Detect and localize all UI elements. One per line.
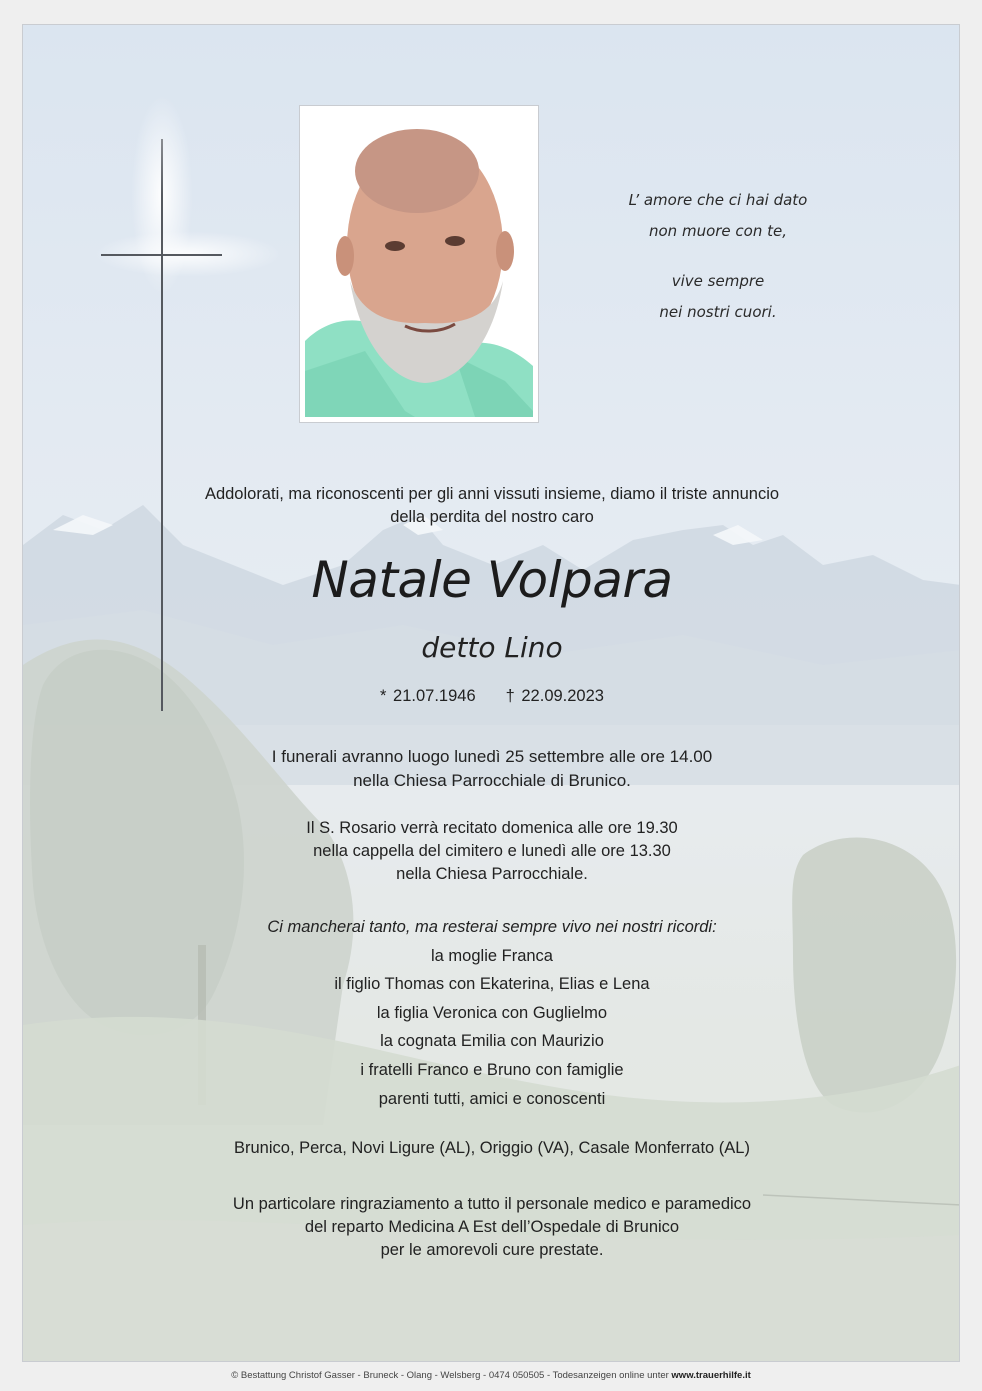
footer-text: © Bestattung Christof Gasser - Bruneck - Olang - Welsberg - 0474 050505 - Todesanzeigen online unter <box>231 1370 669 1381</box>
family-member: la moglie Franca <box>431 946 553 965</box>
life-dates <box>23 687 960 706</box>
cross-icon-bar <box>101 254 222 256</box>
deceased-nickname: detto Lino <box>421 631 563 664</box>
rosary-line: nella Chiesa Parrocchiale. <box>396 865 588 883</box>
rosary-info <box>23 817 960 886</box>
family-list <box>23 913 960 1113</box>
family-member: il figlio Thomas con Ekaterina, Elias e Lena <box>334 975 650 994</box>
death-date: † 22.09.2023 <box>505 687 604 705</box>
poem-stanza-2 <box>583 266 853 328</box>
family-lead: Ci mancherai tanto, ma resterai sempre vivo nei nostri ricordi: <box>267 918 717 936</box>
family-member: la cognata Emilia con Maurizio <box>380 1032 604 1051</box>
portrait-photo <box>299 105 539 423</box>
poem-line: vive sempre <box>671 272 765 290</box>
places-line: Brunico, Perca, Novi Ligure (AL), Origgio (VA), Casale Monferrato (AL) <box>234 1139 750 1157</box>
thanks-text <box>23 1193 960 1262</box>
deceased-name: Natale Volpara <box>311 551 673 609</box>
family-member: la figlia Veronica con Guglielmo <box>376 1003 608 1022</box>
obituary-card <box>22 24 960 1362</box>
family-member: parenti tutti, amici e conoscenti <box>378 1089 606 1108</box>
poem-line: non muore con te, <box>649 222 787 240</box>
rosary-line: Il S. Rosario verrà recitato domenica alle ore 19.30 <box>306 819 678 837</box>
intro-line: della perdita del nostro caro <box>390 508 594 526</box>
footer-credit <box>0 1370 982 1381</box>
poem-line: L’ amore che ci hai dato <box>628 191 808 209</box>
birth-date: * 21.07.1946 <box>380 687 476 705</box>
intro-text <box>23 483 960 529</box>
cross-icon <box>161 139 163 711</box>
funeral-line: I funerali avranno luogo lunedì 25 settembre alle ore 14.00 <box>271 747 713 766</box>
poem-line: nei nostri cuori. <box>659 303 777 321</box>
funeral-line: nella Chiesa Parrocchiale di Brunico. <box>353 771 631 790</box>
funeral-info <box>23 745 960 793</box>
intro-line: Addolorati, ma riconoscenti per gli anni vissuti insieme, diamo il triste annuncio <box>204 485 780 503</box>
family-member: i fratelli Franco e Bruno con famiglie <box>360 1060 624 1079</box>
rosary-line: nella cappella del cimitero e lunedì alle ore 13.30 <box>313 842 671 860</box>
thanks-line: del reparto Medicina A Est dell’Ospedale di Brunico <box>304 1218 680 1236</box>
thanks-line: Un particolare ringraziamento a tutto il personale medico e paramedico <box>232 1195 752 1213</box>
thanks-line: per le amorevoli cure prestate. <box>380 1241 604 1259</box>
footer-link[interactable]: www.trauerhilfe.it <box>671 1370 751 1381</box>
poem-stanza-1 <box>583 185 853 247</box>
